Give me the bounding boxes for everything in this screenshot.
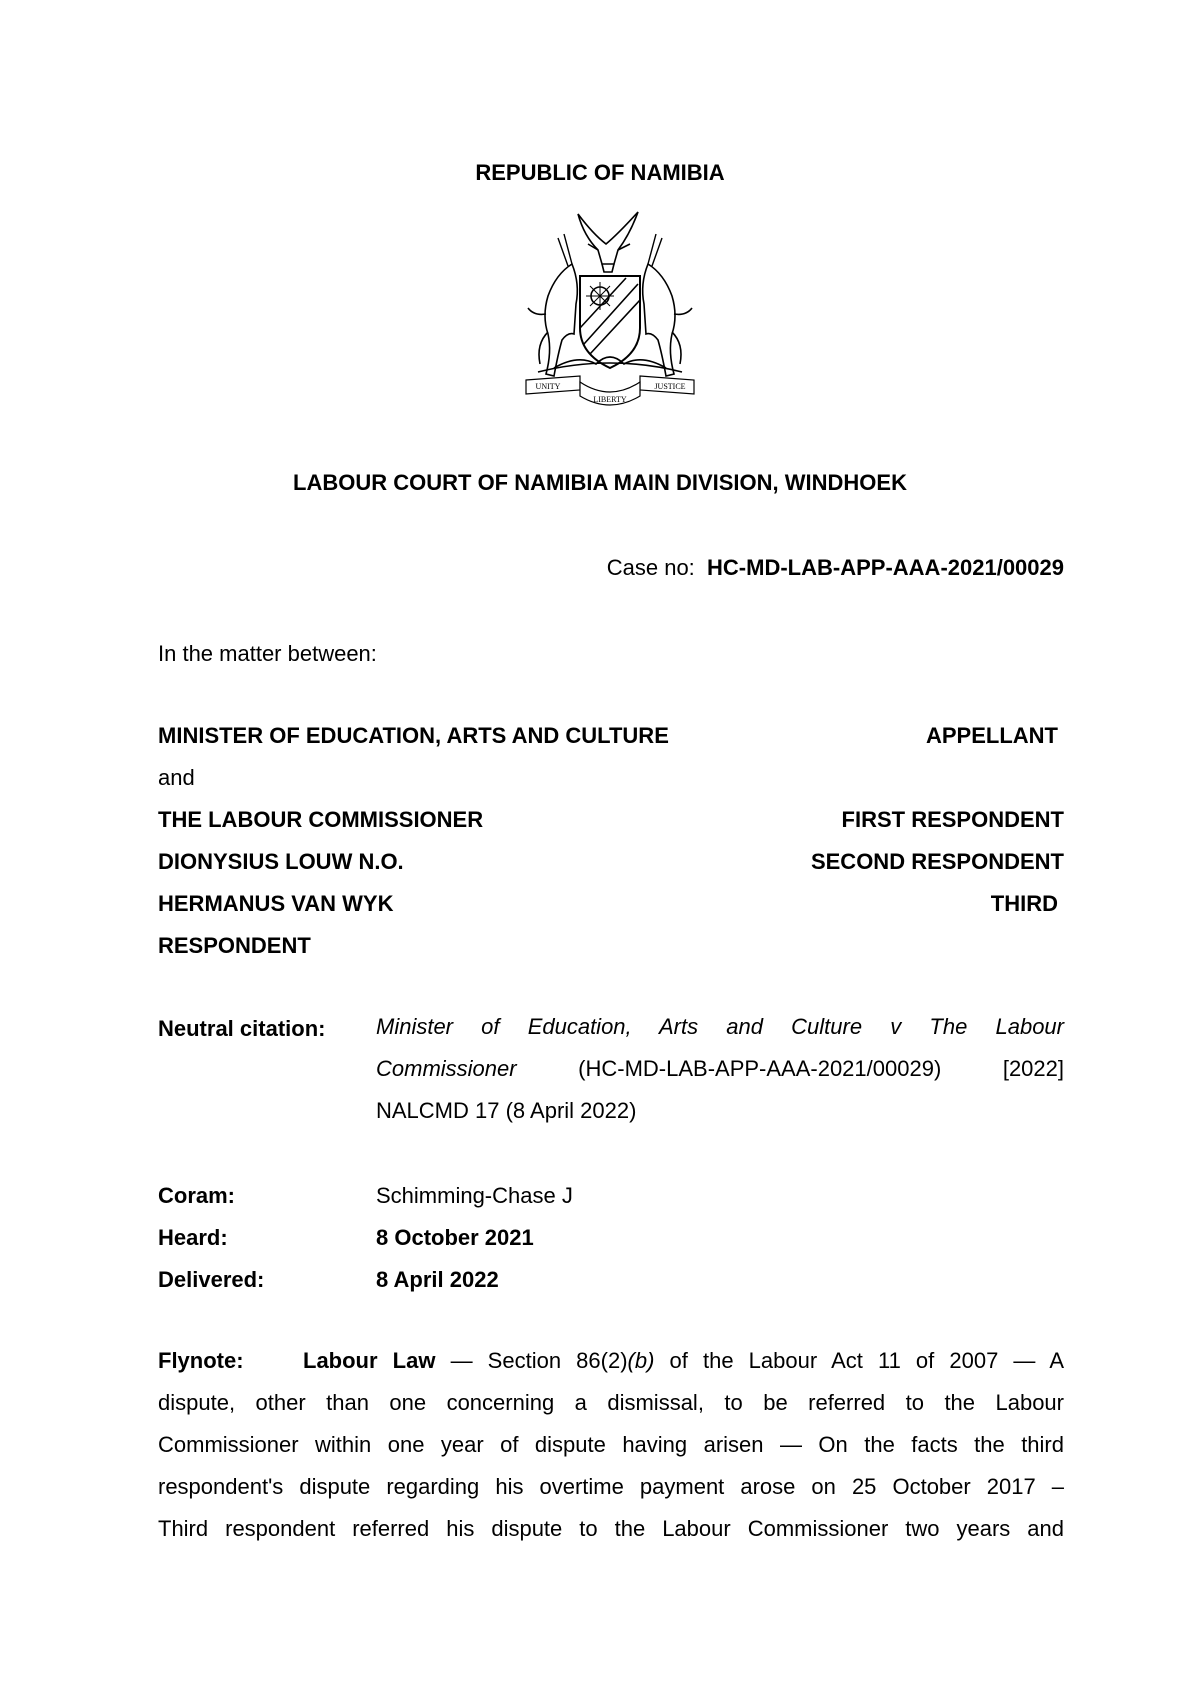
heard-value: 8 October 2021 [376, 1225, 534, 1250]
case-number-label: Case no: [606, 555, 695, 580]
motto-justice: JUSTICE [654, 382, 686, 391]
coat-of-arms-icon [518, 204, 702, 408]
second-respondent-role: SECOND RESPONDENT [810, 849, 1064, 874]
case-number-value: HC-MD-LAB-APP-AAA-2021/00029 [707, 555, 1064, 580]
flynote-line-1-text-a: — Section 86(2) [435, 1348, 628, 1373]
appellant-role: APPELLANT [926, 723, 1058, 748]
republic-heading: REPUBLIC OF NAMIBIA [475, 160, 725, 185]
citation-line-2 [376, 1048, 1064, 1090]
heard-label: Heard: [158, 1225, 228, 1250]
third-respondent-role: THIRD [990, 891, 1058, 916]
citation-text [376, 1006, 1064, 1132]
delivered-value: 8 April 2022 [376, 1267, 499, 1292]
coram-value: Schimming-Chase J [376, 1183, 573, 1208]
case-number-line [607, 555, 1064, 581]
citation-case-name-end: Commissioner [376, 1056, 517, 1081]
flynote-label: Flynote: [158, 1348, 244, 1373]
first-respondent-role: FIRST RESPONDENT [841, 807, 1064, 832]
third-respondent-role-continued: RESPONDENT [158, 933, 311, 958]
flynote-line-4: respondent's dispute regarding his overtime payment arose on 25 October 2017 – [158, 1474, 1064, 1499]
third-respondent-name: HERMANUS VAN WYK [158, 891, 394, 916]
court-heading: LABOUR COURT OF NAMIBIA MAIN DIVISION, WINDHOEK [293, 470, 907, 495]
flynote-line-1-text-c: of the Labour Act 11 of 2007 — A [654, 1348, 1065, 1373]
flynote-paragraph [158, 1340, 1064, 1550]
flynote-line-1-text-b: (b) [627, 1348, 655, 1373]
and-connector: and [158, 765, 195, 790]
citation-year: [2022] [1002, 1056, 1064, 1081]
first-respondent-name: THE LABOUR COMMISSIONER [158, 807, 484, 832]
second-respondent-name: DIONYSIUS LOUW N.O. [158, 849, 404, 874]
coram-label: Coram: [158, 1183, 236, 1208]
citation-label: Neutral citation: [158, 1016, 326, 1041]
flynote-topic: Labour Law [303, 1348, 436, 1373]
matter-intro: In the matter between: [158, 641, 377, 666]
flynote-line-3: Commissioner within one year of dispute having arisen — On the facts the third [158, 1432, 1064, 1457]
citation-line-3: NALCMD 17 (8 April 2022) [376, 1098, 637, 1123]
flynote-line-5: Third respondent referred his dispute to the Labour Commissioner two years and [158, 1516, 1064, 1541]
motto-liberty: LIBERTY [593, 395, 627, 404]
motto-unity: UNITY [535, 382, 561, 391]
flynote-line-1 [158, 1340, 1064, 1382]
citation-case-number: (HC-MD-LAB-APP-AAA-2021/00029) [578, 1056, 942, 1081]
appellant-name: MINISTER OF EDUCATION, ARTS AND CULTURE [158, 723, 669, 748]
flynote-line-2: dispute, other than one concerning a dismissal, to be referred to the Labour [158, 1390, 1064, 1415]
delivered-label: Delivered: [158, 1267, 265, 1292]
citation-line-1: Minister of Education, Arts and Culture v The Labour [376, 1014, 1064, 1039]
